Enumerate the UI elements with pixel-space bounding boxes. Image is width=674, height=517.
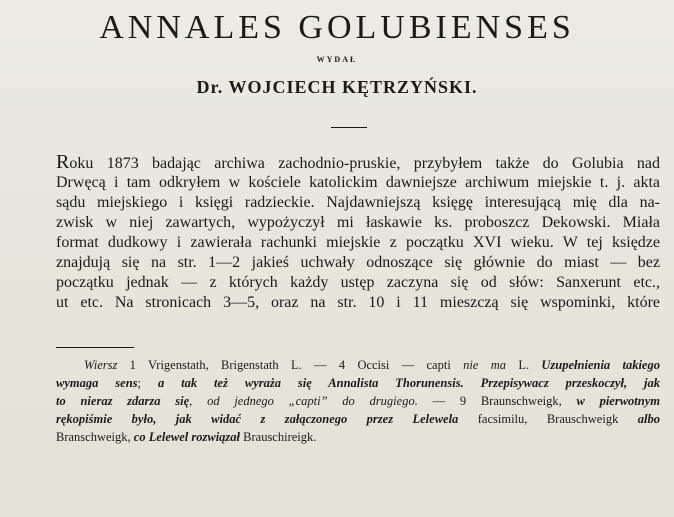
footnote-fragment: Wiersz [84, 358, 118, 372]
body-line-4: zwisk w niej zawartych, wypożyczył mi łaskawie ks. proboszcz Dekowski. Miała [56, 214, 660, 231]
footnote-fragment: L. [506, 358, 542, 372]
editor-label: WYDAŁ [316, 55, 358, 64]
footnote-fragment: w pierwotnym [561, 394, 660, 408]
footnote-line-3 [56, 392, 660, 410]
footnote-divider [56, 347, 134, 348]
title-divider [331, 127, 367, 128]
footnote-fragment: , [189, 394, 208, 408]
footnote-fragment: co Lelewel rozwiązał [130, 430, 241, 444]
footnote-fragment: Branschweigk, [56, 430, 131, 444]
footnote-line-5 [56, 428, 660, 446]
body-line-5: format dudkowy i zawierała rachunki miejskie z początku XVI wieku. W tej księdze [56, 234, 660, 251]
footnote-fragment: 1 Vrigenstath, [117, 358, 209, 372]
footnote-fragment: wymaga sens [56, 376, 138, 390]
footnote-fragment: rękopiśmie było, jak widać z załączonego przez Lelewela [56, 412, 459, 426]
footnote-fragment: ; [137, 376, 158, 390]
editor-name: Dr. WOJCIECH KĘTRZYŃSKI. [196, 77, 478, 97]
page-title: ANNALES GOLUBIENSES [99, 9, 575, 46]
footnote-fragment: od jednego „capti” do drugiego. [207, 394, 418, 408]
footnote-fragment: Uzupełnienia takiego [541, 358, 660, 372]
footnote-fragment: Brigenstath L. — 4 Occisi — capti [208, 358, 464, 372]
body-line-2: Drwęcą i tam odkryłem w kościele katolickim dawniejsze archiwum miejskie t. j. akta [56, 174, 660, 191]
footnote-line-1 [84, 356, 660, 374]
footnote-fragment: — 9 Braunschweigk, [417, 394, 562, 408]
footnote-line-2 [56, 374, 660, 392]
footnote-fragment: Brauschweigk [527, 412, 638, 426]
footnote-fragment: Brauschireigk. [240, 430, 317, 444]
footnote-fragment: facsimilu, [458, 412, 528, 426]
drop-cap: R [56, 151, 70, 173]
body-line-1-text: oku 1873 badając archiwa zachodnio-pruskie, przybyłem także do Golubia nad [69, 155, 660, 172]
body-line-7: początku jednak — z których każdy ustęp zaczyna się od słów: Sanxerunt etc., [56, 274, 660, 291]
body-line-1 [56, 151, 660, 173]
footnote-fragment: to nieraz zdarza się [56, 394, 190, 408]
footnote-fragment: nie ma [463, 358, 506, 372]
body-line-8: ut etc. Na stronicach 3—5, oraz na str. 10 i 11 mieszczą się wspominki, które [56, 294, 660, 311]
body-line-3: sądu miejskiego i księgi radzieckie. Najdawniejszą księgę interesującą mię dla na- [56, 194, 660, 211]
footnote-fragment: albo [637, 412, 660, 426]
body-line-6: znajdują się na str. 1—2 jakieś uchwały odnoszące się głównie do miast — bez [56, 254, 660, 271]
footnote [56, 356, 660, 446]
main-paragraph [56, 151, 660, 313]
footnote-fragment: a tak też wyraża się Annalista Thorunensis. Przepisywacz przeskoczył, jak [157, 376, 660, 390]
footnote-line-4 [56, 410, 660, 428]
